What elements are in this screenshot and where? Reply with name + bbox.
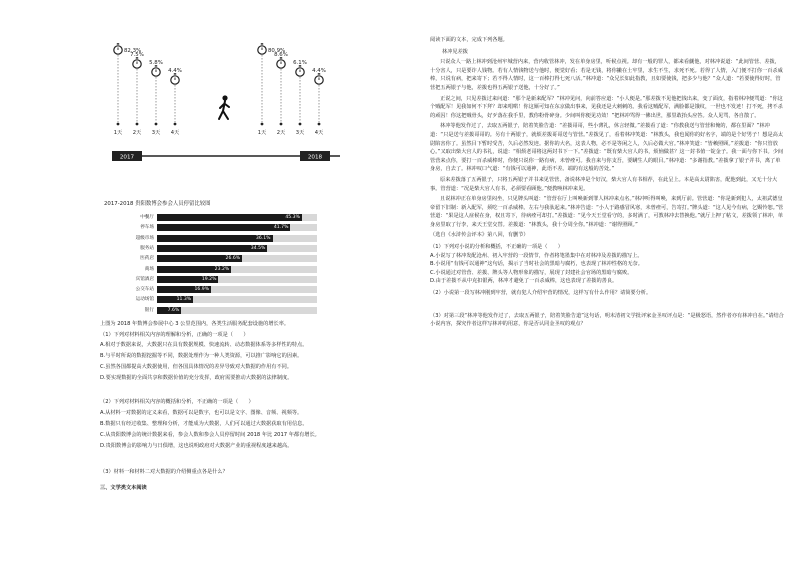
q3-stem: （3）材料一和材料二对大数据的介绍侧重点各是什么？ [100,469,228,475]
rq1-option-b: B.小说用“有钱可以通神”这句话，揭示了当时社会的黑暗与腐朽，也表现了林冲性格的无奈。 [430,261,643,268]
bar-value-label: 26.6% [225,256,241,262]
bar [157,266,231,273]
q2-stem: （2）下列对材料相关内容的概括和分析，不正确的一项是（ ） [100,399,254,405]
walking-person-body [219,101,229,119]
bar [157,255,242,262]
bar-value-label: 34.5% [250,245,266,251]
bar-value-label: 11.3% [176,297,192,303]
q2-option-b: B.数据只有经过收集、整理和分析，才能成为大数据，人们可以通过大数据获取有用信息。 [100,421,308,427]
day-label: 3天 [295,130,305,136]
paragraph-3: 林冲等他发作过了，去取五两银子，陪着笑脸告道：“差拨哥哥，些小薄礼，休言轻微。”差拨看了道：“你教我送与管营和俺的，都在里面？”林冲道：“只是送与差拨哥哥的。另有十两银子，就烦差拨哥哥送与管营。”差拨见了，看着林冲笑道：“林教头，我也闻你的好名字，端的是个好男子！想是高太尉陷害你了。虽然目下暂时受苦，久后必然发迹。据你的大名，这表人物，必不是等闲之人，久后必做大官。”林冲笑道：“皆赖照顾。”差拨道：“你只管放心。”又取出柴大官人的书礼，说道：“相烦老哥将这两封书下一下。”差拨道：“既有柴大官人的书，烦恼做甚？这一封书值一锭金子。我一面与你下书。少间管营来点你，要打一百杀威棒时，你便只说你一路有病，未曾痊可。我自来与你支吾，要瞒生人的眼目。”林冲道：“多谢指教。”差拨拿了银子并书，离了单身房，自去了。林冲叹口气道：“有钱可以通神，此语不差。端的有这般的苦处。” [430,123,784,173]
rq1-stem: （1）下列对小说的分析和概括，不正确的一项是（ ） [430,244,563,251]
q1-option-c: C.虽然各国都提高大数据使用，但各国具体情况的差异导致对大数据的作用有不同。 [100,364,293,370]
source-note: （选自《水浒传会评本》第八回，有删节） [430,232,529,239]
bar-category-label: 服务站 [140,245,154,251]
day-label: 4天 [314,130,324,136]
day-label: 3天 [151,130,161,136]
percent-label: 7.5% [130,52,144,58]
section-heading: 三、文学类文本阅读 [100,485,147,491]
rq1-option-c: C.小说通过对管营、差拨、牌头等人物形象的描写，展现了封建社会官场的黑暗与腐败。 [430,269,633,276]
bar-category-label: 银行 [144,307,154,313]
bar [157,224,290,231]
day-label: 1天 [257,130,267,136]
chart-title: 2017-2018 贵阳数博会参会人员停留比较图 [104,201,211,207]
timeline-dot [174,123,177,126]
bar-category-label: 公交车站 [135,287,154,293]
percent-label: 82.3% [124,48,142,54]
chart-caption: 上图为 2018 年数博会参展中心 3 公里范围内，各类生活服务配套设施的增长率。 [100,321,290,327]
percent-label: 6.1% [293,60,307,66]
day-label: 4天 [170,130,180,136]
paragraph-5: 且说林冲正在单身房里闷坐，只见牌头叫道：“管营在厅上叫唤新到罪人林冲来点名。”林冲听得叫唤，来到厅前。管营道：“你是新到犯人，太祖武德皇帝留下旧制：新入配军，须吃一百杀威棒。左右与我驮起来。”林冲告道：“小人于路感冒风寒，未曾痊可，告寄打。”牌头道：“这人见今有病，乞赐怜恕。”管营道：“果是这人症候在身，权且寄下，待病痊可却打。”差拨道：“见今天王堂看守的，多时满了，可教林冲去替换他。”就厅上押了帖文，差拨领了林冲，单身房里取了行李，来天王堂交替。差拨道：“林教头，我十分周全你。”林冲道：“谢得照顾。” [430,196,784,228]
bar-category-label: 宾馆酒店 [135,276,154,282]
percent-label: 4.4% [168,68,182,74]
right-column [430,36,785,329]
bar [157,296,193,303]
q1-option-d: D.要实现数据的全面共享和数据价值的充分发挥，政府需要推动大数据的法律制度。 [100,375,293,381]
q2-option-a: A.从材料一对数据的定义来看，数据可以是数字，也可以是文字、图像、音频、视频等。 [100,410,303,416]
timeline-dot [299,123,302,126]
timeline-dot [155,123,158,126]
percent-label: 80.9% [268,48,286,54]
bar-category-label: 商场 [144,266,154,272]
percent-label: 5.8% [149,60,163,66]
bar [157,214,302,221]
paragraph-4: 原来差拨落了五两银子，只将五两银子并书来见管营，备说林冲是个好汉，柴大官人有书相荐，在此呈上。本是高太尉陷害，配他到此，又无十分大事。管营道：“况是柴大官人有书，必须要看顾他。”便教唤林冲来见。 [430,176,778,192]
stopwatch-crown [261,43,263,44]
day-label: 2天 [132,130,142,136]
bar-value-label: 41.7% [273,225,289,231]
paragraph-2: 正说之间，只见差拨过来问道：“那个是新来配军？”林冲见问，向前答应道：“小人便是。”那差拨不见他把钱出来，变了面皮，指着林冲便骂道：“你这个贼配军！见我如何不下拜？却来唱喏！你这厮可知在东京做出事来，见我还是大刺刺的。我看这贼配军，满脸都是饿纹，一世也不发迹！打不死，拷不杀的顽囚！你这把贼骨头，好歹落在我手里，教你粉骨碎身。少间叫你便见功效！”把林冲骂得一佛出世，那里敢抬头应答。众人见骂，各自散了。 [430,95,783,119]
bar-category-label: 医药店 [140,256,154,262]
timeline-dot [117,123,120,126]
bar-category-label: 中餐厅 [140,215,154,220]
paragraph-1: 只说众人一路上林冲到沧州牢城营内来，营内收管林冲，发在单身房里，听候点视。却有一般的罪人，都来看觑他，对林冲说道：“此间管营、差拨，十分害人，只是要诈人钱物。若有人情钱物送与他时，便觉好看；若是无钱，将你撇在土牢里，求生不生，求死不死。若得了人情，入门便不打你一百杀威棒，只说有病，把来寄下；若不得人情时，这一百棒打得七死八活。”林冲道：“众兄长如此指教，且如要使钱，把多少与他？”众人道：“若要使得好时，管营把五两银子与他，差拨也得五两银子送他，十分好了。” [430,59,783,91]
year-right: 2018 [307,154,323,161]
percent-label: 4.4% [312,68,326,74]
rq3-stem: （3）对第三段“林冲等他发作过了，去取五两银子，陪着笑脸告道”这句话，明末清初文学批评家金圣叹评点是：“是极怒语，然作者亦有林冲自在。”请结合小说内容，探究作者这样写林冲的用意，你是否认同金圣叹的观点？ [430,312,784,328]
q2-option-d: D.贵阳数博会的影响力与日俱增，这也说明政府对大数据产业的重视程度越来越高。 [100,443,293,449]
timeline-dot [280,123,283,126]
year-left: 2017 [119,154,135,161]
bar [157,245,267,252]
walking-person-icon [222,95,227,100]
bar-value-label: 23.2% [214,266,230,272]
percent-label: 8.6% [274,52,288,58]
bar-value-label: 19.2% [201,276,217,282]
day-label: 2天 [276,130,286,136]
stopwatch-crown [117,43,119,44]
bar [157,235,273,242]
bar [157,307,181,314]
rq1-option-a: A.小说写了林冲发配沧州、初入牢营的一段情节，作者将笔墨集中在对林冲及差拨的描写上。 [430,252,643,259]
day-label: 1天 [113,130,123,136]
bar [157,276,218,283]
bar-value-label: 16.9% [194,287,210,293]
bar-value-label: 7.6% [167,307,180,313]
bar-category-label: 运动场馆 [135,297,154,303]
q2-option-c: C.从贵阳数博会的统计数据来看，参会人数和参会人员停留时间 2018 年比 2017 年都有增长。 [100,432,320,438]
bar-value-label: 36.1% [255,235,271,241]
timeline-dot [136,123,139,126]
q1-option-a: A.相对于数据来说，大数据只在具有数据规模、快速流转、动态数据体系等多样性的特点。 [100,342,308,348]
reading-intro: 阅读下面的文本，完成下列各题。 [430,37,508,43]
q1-stem: （1）下列对材料相关内容的理解和分析，正确的一项是（ ） [100,332,249,338]
q1-option-b: B.与平时所说的数据挖掘等不同，数据处理作为一种人类资源，可以推广影响它的因素。 [100,353,303,359]
rq2-stem: （2）小说第一段写林冲刚到牢营，就有犯人介绍牢营的情况，这样写有什么作用？请简要分析。 [430,290,652,297]
bar-category-label: 停车场 [140,225,154,231]
timeline-dot [318,123,321,126]
bar [157,286,211,293]
rq1-option-d: D.由于差拨不从中克扣银两，林冲才避免了一百杀威棒，这也表现了差拨的善良。 [430,278,618,285]
timeline-dot [261,123,264,126]
story-title: 林冲见差拨 [442,48,468,55]
bar-category-label: 超级市场 [135,235,154,241]
bar-value-label: 45.3% [285,215,300,220]
